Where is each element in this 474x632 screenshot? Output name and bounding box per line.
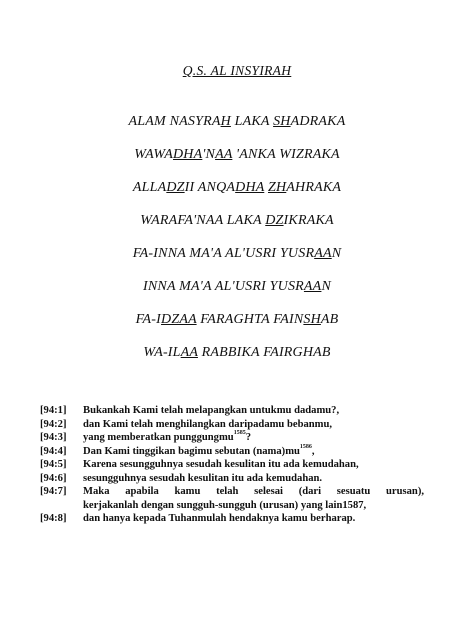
verse-line	[0, 213, 474, 229]
verse-number: [94:6]	[40, 472, 67, 484]
translation-row	[40, 472, 424, 486]
verse-line	[0, 246, 474, 262]
verse-segment: II ANQA	[184, 180, 236, 195]
verse-underlined-segment: AA	[215, 147, 233, 162]
verse-underlined-segment: DZ	[166, 180, 185, 195]
verse-segment: WA-IL	[143, 345, 181, 360]
surah-title: Q.S. AL INSYIRAH	[182, 63, 292, 78]
verse-segment: RABBIKA FAIRGHAB	[197, 345, 331, 360]
verse-number: [94:1]	[40, 405, 67, 416]
translation-row	[40, 512, 424, 526]
translation-text: dan Kami telah menghilangkan daripadamu bebanmu,	[83, 418, 333, 430]
translation-row	[40, 499, 424, 513]
translation-text: sesungguhnya sesudah kesulitan itu ada kemudahan.	[83, 472, 323, 484]
verse-segment: N	[321, 279, 331, 294]
verse-underlined-segment: DZAA	[161, 312, 197, 327]
verse-underlined-segment: AA	[180, 345, 198, 360]
verse-line	[0, 114, 474, 130]
verse-underlined-segment: DHA	[172, 147, 203, 162]
footnote-marker: 1585	[233, 430, 246, 437]
verse-segment: 'N	[202, 147, 216, 162]
verse-underlined-segment: SH	[273, 114, 291, 129]
translation-text: Maka apabila kamu telah selesai (dari sesuatu urusan),	[83, 486, 424, 497]
verse-underlined-segment: H	[220, 114, 231, 129]
verse-segment: ALLA	[132, 180, 167, 195]
verse-number	[40, 499, 83, 513]
translation-text: Dan Kami tinggikan bagimu sebutan $(nama)mu^{1586}$,	[83, 443, 315, 457]
verse-number: [94:2]	[40, 418, 67, 430]
verse-line	[0, 312, 474, 328]
verse-segment: IKRAKA	[283, 213, 334, 228]
translation-list	[40, 404, 424, 526]
verse-segment: AB	[320, 312, 339, 327]
translation-text: kerjakanlah dengan sungguh-sungguh (urusan) yang lain1587,	[83, 499, 367, 511]
verse-line	[0, 279, 474, 295]
translation-row	[40, 431, 424, 445]
translation-row	[40, 458, 424, 472]
verse-segment: ALAM NASYRA	[128, 114, 221, 129]
translation-text: dan hanya kepada Tuhanmulah hendaknya kamu berharap.	[83, 513, 356, 524]
verse-segment: FARAGHTA FAIN	[196, 312, 304, 327]
verse-underlined-segment: DZ	[265, 213, 284, 228]
verse-line	[0, 147, 474, 163]
translation-text: yang memberatkan punggungmu$^{1585}$?	[83, 430, 251, 443]
verse-underlined-segment: DHA	[235, 180, 265, 195]
verse-segment: LAKA	[230, 114, 274, 129]
verse-number: [94:7]	[40, 486, 67, 497]
translation-row	[40, 404, 424, 418]
verse-segment: AHRAKA	[286, 180, 342, 195]
footnote-marker: 1586	[299, 443, 312, 450]
translation-row	[40, 445, 424, 459]
verse-segment: N	[331, 246, 342, 261]
verse-underlined-segment: AA	[303, 279, 322, 294]
verse-segment: FA-INNA MA'A AL'USRI YUSR	[132, 246, 315, 261]
verse-segment: ADRAKA	[290, 114, 346, 129]
translation-row	[40, 485, 424, 499]
verse-number: [94:8]	[40, 513, 67, 524]
verse-underlined-segment: AA	[314, 246, 332, 261]
verse-underlined-segment: ZH	[267, 180, 287, 195]
verse-number: [94:5]	[40, 459, 67, 470]
verse-number: [94:3]	[40, 432, 67, 443]
verse-line	[0, 180, 474, 196]
verse-segment: 'ANKA WIZRAKA	[232, 147, 340, 162]
translation-text: Bukankah Kami telah melapangkan untukmu dadamu?,	[83, 405, 340, 416]
verse-segment: INNA MA'A AL'USRI YUSR	[143, 279, 304, 294]
verse-underlined-segment: SH	[303, 312, 321, 327]
verse-segment: WARAFA'NAA LAKA	[140, 213, 266, 228]
verse-segment: WAWA	[134, 147, 173, 162]
translation-text: Karena sesungguhnya sesudah kesulitan itu ada kemudahan,	[83, 459, 359, 470]
translation-row	[40, 418, 424, 432]
verse-line	[0, 345, 474, 361]
verse-number: [94:4]	[40, 445, 67, 457]
verse-segment: FA-I	[135, 312, 162, 327]
